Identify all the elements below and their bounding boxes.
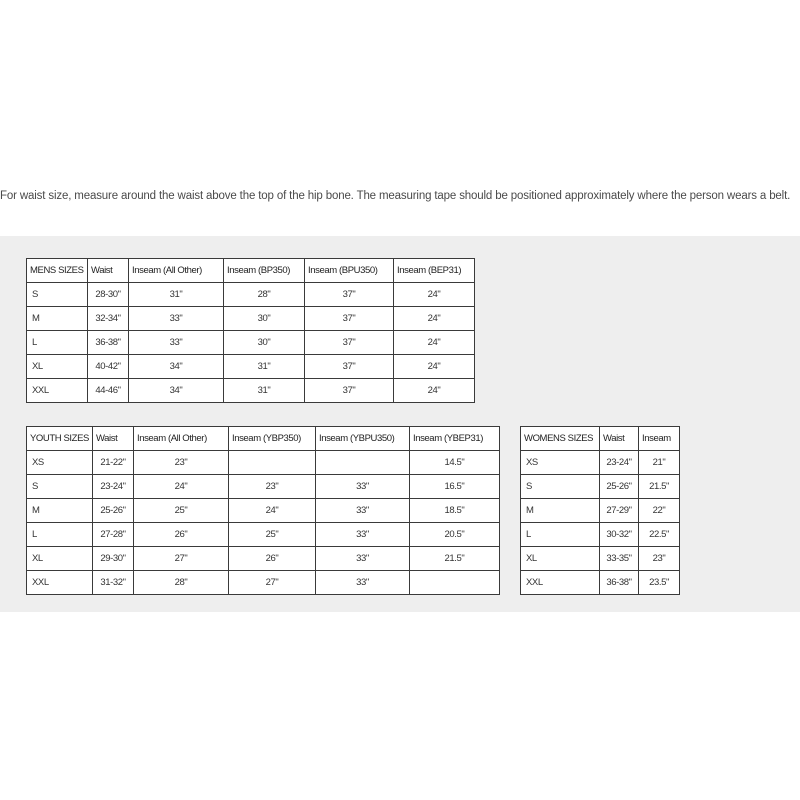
column-header: Inseam (All Other) (129, 259, 224, 283)
size-cell: XXL (27, 571, 93, 595)
inseam-cell: 24" (394, 331, 475, 355)
inseam-cell: 33" (315, 571, 409, 595)
table-row (521, 547, 680, 571)
inseam-cell: 37" (305, 307, 394, 331)
mens-size-table (26, 258, 475, 403)
inseam-cell: 20.5" (409, 523, 499, 547)
size-cell: L (521, 523, 600, 547)
inseam-cell: 18.5" (409, 499, 499, 523)
inseam-cell: 21.5" (409, 547, 499, 571)
inseam-cell: 24" (394, 283, 475, 307)
column-header: Inseam (YBEP31) (409, 427, 499, 451)
table-header-row (27, 427, 500, 451)
inseam-cell: 27" (228, 571, 315, 595)
inseam-cell: 33" (315, 499, 409, 523)
column-header: Inseam (BP350) (224, 259, 305, 283)
column-header: WOMENS SIZES (521, 427, 600, 451)
table-row (27, 499, 500, 523)
inseam-cell: 33" (129, 331, 224, 355)
waist-cell: 25-26" (92, 499, 133, 523)
inseam-cell: 34" (129, 355, 224, 379)
size-cell: XXL (521, 571, 600, 595)
table-row (27, 571, 500, 595)
waist-cell: 31-32" (92, 571, 133, 595)
table-row (27, 283, 475, 307)
inseam-cell: 24" (394, 307, 475, 331)
waist-cell: 25-26" (600, 475, 639, 499)
table-row (27, 355, 475, 379)
size-cell: XS (27, 451, 93, 475)
size-cell: S (521, 475, 600, 499)
table-header-row (27, 259, 475, 283)
inseam-cell: 33" (315, 547, 409, 571)
inseam-cell: 24" (394, 379, 475, 403)
inseam-cell: 37" (305, 355, 394, 379)
column-header: Inseam (All Other) (133, 427, 228, 451)
table-row (27, 331, 475, 355)
inseam-cell: 37" (305, 331, 394, 355)
waist-cell: 33-35" (600, 547, 639, 571)
size-cell: M (521, 499, 600, 523)
waist-cell: 27-28" (92, 523, 133, 547)
size-cell: M (27, 499, 93, 523)
table-row (27, 475, 500, 499)
waist-cell: 29-30" (92, 547, 133, 571)
column-header: Waist (600, 427, 639, 451)
inseam-cell: 22" (639, 499, 680, 523)
waist-cell: 28-30" (88, 283, 129, 307)
inseam-cell: 21.5" (639, 475, 680, 499)
column-header: Inseam (YBP350) (228, 427, 315, 451)
inseam-cell (228, 451, 315, 475)
inseam-cell: 23.5" (639, 571, 680, 595)
inseam-cell: 28" (133, 571, 228, 595)
column-header: Waist (92, 427, 133, 451)
size-cell: S (27, 283, 88, 307)
inseam-cell: 30" (224, 331, 305, 355)
inseam-cell: 33" (315, 523, 409, 547)
column-header: Inseam (639, 427, 680, 451)
size-cell: S (27, 475, 93, 499)
table-row (521, 475, 680, 499)
inseam-cell (315, 451, 409, 475)
womens-size-table (520, 426, 680, 595)
size-cell: XS (521, 451, 600, 475)
inseam-cell: 24" (133, 475, 228, 499)
inseam-cell: 37" (305, 283, 394, 307)
table-row (27, 547, 500, 571)
table-row (521, 571, 680, 595)
table-row (27, 523, 500, 547)
table-row (521, 523, 680, 547)
waist-cell: 32-34" (88, 307, 129, 331)
inseam-cell: 27" (133, 547, 228, 571)
inseam-cell: 31" (129, 283, 224, 307)
inseam-cell: 22.5" (639, 523, 680, 547)
inseam-cell: 24" (228, 499, 315, 523)
inseam-cell: 28" (224, 283, 305, 307)
size-cell: L (27, 523, 93, 547)
youth-size-table (26, 426, 500, 595)
waist-cell: 23-24" (92, 475, 133, 499)
inseam-cell: 21" (639, 451, 680, 475)
waist-cell: 40-42" (88, 355, 129, 379)
table-row (27, 379, 475, 403)
inseam-cell: 25" (133, 499, 228, 523)
inseam-cell: 31" (224, 355, 305, 379)
waist-cell: 30-32" (600, 523, 639, 547)
inseam-cell: 34" (129, 379, 224, 403)
table-row (521, 499, 680, 523)
table-row (521, 451, 680, 475)
column-header: Inseam (BPU350) (305, 259, 394, 283)
column-header: Inseam (BEP31) (394, 259, 475, 283)
inseam-cell (409, 571, 499, 595)
column-header: MENS SIZES (27, 259, 88, 283)
table-row (27, 307, 475, 331)
inseam-cell: 33" (129, 307, 224, 331)
inseam-cell: 30" (224, 307, 305, 331)
column-header: Inseam (YBPU350) (315, 427, 409, 451)
table-header-row (521, 427, 680, 451)
size-cell: XL (27, 547, 93, 571)
waist-cell: 36-38" (600, 571, 639, 595)
inseam-cell: 26" (133, 523, 228, 547)
inseam-cell: 24" (394, 355, 475, 379)
size-cell: XL (27, 355, 88, 379)
inseam-cell: 16.5" (409, 475, 499, 499)
inseam-cell: 25" (228, 523, 315, 547)
inseam-cell: 23" (228, 475, 315, 499)
waist-cell: 36-38" (88, 331, 129, 355)
column-header: Waist (88, 259, 129, 283)
inseam-cell: 26" (228, 547, 315, 571)
waist-cell: 44-46" (88, 379, 129, 403)
inseam-cell: 33" (315, 475, 409, 499)
waist-cell: 23-24" (600, 451, 639, 475)
inseam-cell: 23" (639, 547, 680, 571)
inseam-cell: 37" (305, 379, 394, 403)
size-cell: L (27, 331, 88, 355)
size-cell: M (27, 307, 88, 331)
inseam-cell: 14.5" (409, 451, 499, 475)
size-cell: XXL (27, 379, 88, 403)
waist-cell: 27-29" (600, 499, 639, 523)
measurement-instructions: For waist size, measure around the waist above the top of the hip bone. The measuring tape should be positioned approximately where the person wears a belt. (0, 190, 791, 202)
table-row (27, 451, 500, 475)
inseam-cell: 31" (224, 379, 305, 403)
size-cell: XL (521, 547, 600, 571)
inseam-cell: 23" (133, 451, 228, 475)
waist-cell: 21-22" (92, 451, 133, 475)
column-header: YOUTH SIZES (27, 427, 93, 451)
